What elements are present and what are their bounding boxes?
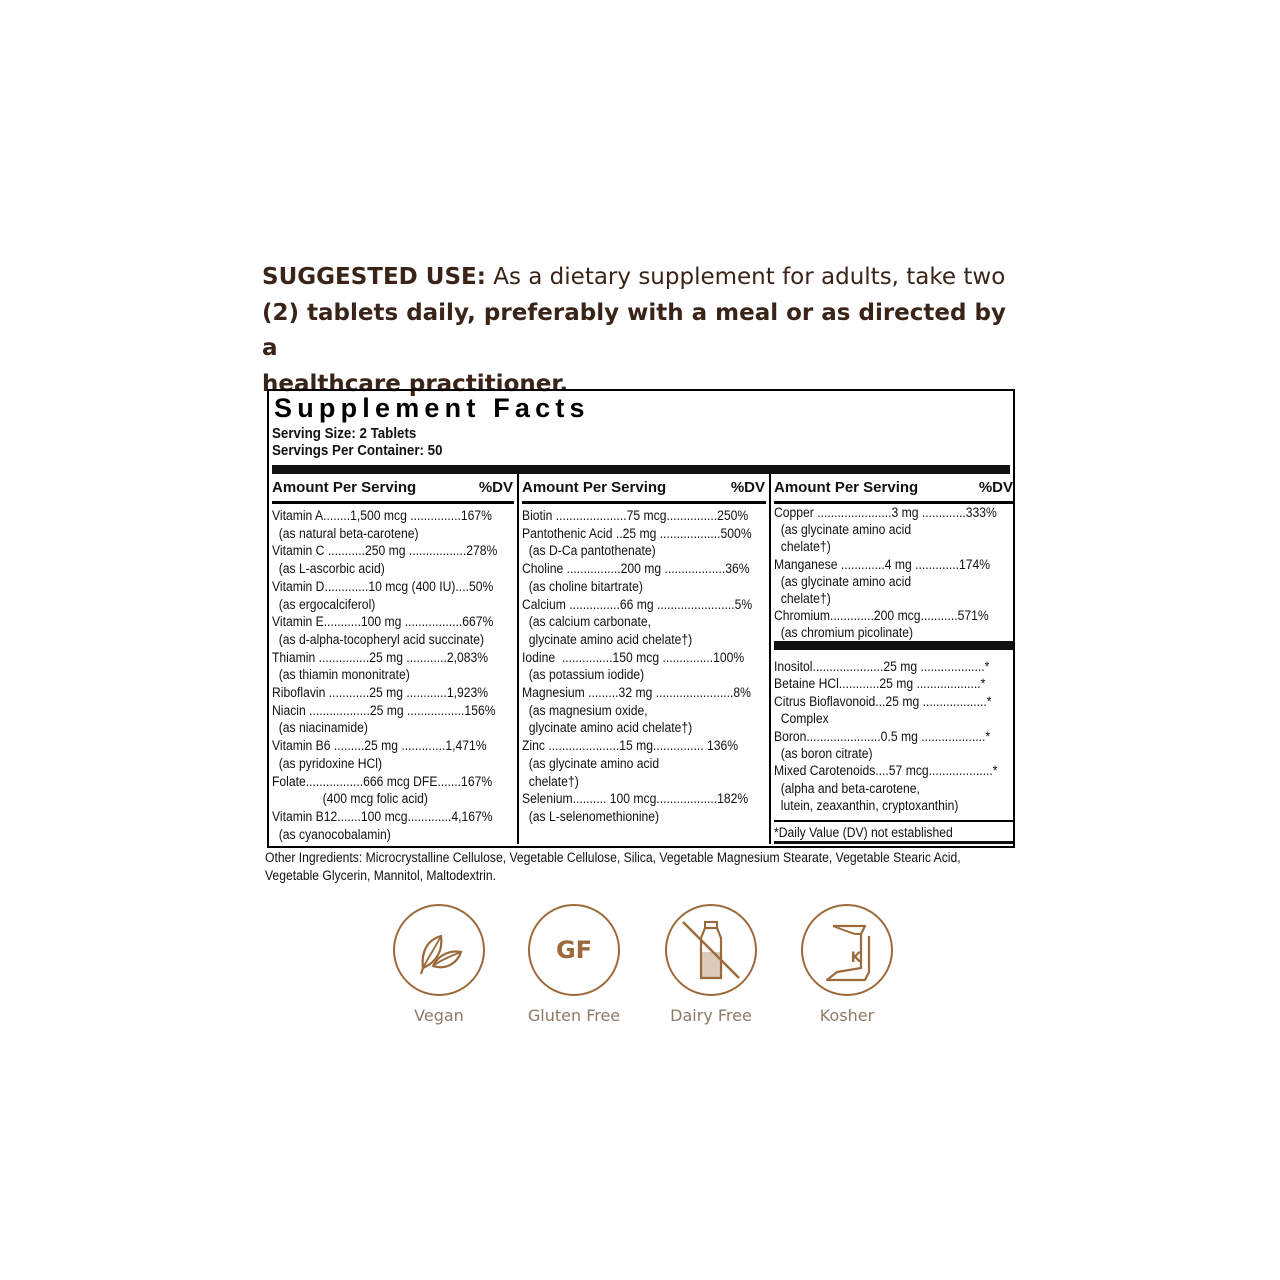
nutrient-row: (as calcium carbonate, [522, 614, 651, 630]
suggested-use-line-3: healthcare practitioner. [262, 370, 569, 397]
column-header [522, 479, 765, 497]
serving-size: Serving Size: 2 Tablets [272, 426, 417, 442]
nutrient-row: (alpha and beta-carotene, [774, 780, 920, 796]
nutrient-row: Iodine ...............150 mcg ...............100% [522, 649, 745, 665]
gluten-free-mark: GF [555, 936, 593, 964]
nutrient-row: (as niacinamide) [272, 720, 368, 736]
nutrient-row: (as glycinate amino acid [522, 755, 660, 771]
kosher-mark: K [850, 950, 862, 966]
suggested-use-lead: SUGGESTED USE: [262, 264, 486, 290]
nutrient-row: (400 mcg folic acid) [272, 791, 428, 807]
nutrient-row: glycinate amino acid chelate†) [522, 631, 693, 647]
vegan-label: Vegan [414, 1006, 464, 1025]
nutrient-row: Selenium.......... 100 mcg..................182% [522, 791, 749, 807]
suggested-use-line-1-text: As a dietary supplement for adults, take two [485, 264, 1006, 290]
nutrient-row: Choline ................200 mg ..................36% [522, 561, 750, 577]
supplement-facts-panel [267, 389, 1015, 848]
nutrient-row: Zinc .....................15 mg............... 136% [522, 738, 739, 754]
milk-bottle-crossed-icon [667, 906, 755, 994]
nutrient-row: (as thiamin mononitrate) [272, 667, 410, 683]
servings-per-container: Servings Per Container: 50 [272, 443, 443, 459]
nutrient-row: Calcium ...............66 mg .......................5% [522, 596, 753, 612]
gluten-free-badge [524, 904, 624, 1025]
facts-column-2 [519, 474, 769, 844]
nutrient-row: (as cyanocobalamin) [272, 826, 391, 842]
nutrient-row: Citrus Bioflavonoid...25 mg ...................* [774, 693, 992, 709]
nutrient-row: chelate†) [522, 773, 579, 789]
suggested-use-text [262, 260, 1022, 402]
column-header-rule [272, 501, 514, 504]
leaf-icon [395, 906, 483, 994]
other-ingredients-line-1: Other Ingredients: Microcrystalline Cellulose, Vegetable Cellulose, Silica, Vegetable Magnesium Stearate, Vegetable Stearic Acid, [265, 850, 961, 865]
nutrient-row: Inositol.....................25 mg ...................* [774, 659, 990, 674]
column-header-label: Amount Per Serving [272, 479, 417, 496]
footnote-rule [774, 820, 1014, 822]
nutrient-row: Mixed Carotenoids....57 mcg...................* [774, 763, 998, 779]
dv-footnote: *Daily Value (DV) not established [774, 825, 953, 840]
nutrient-row: lutein, zeaxanthin, cryptoxanthin) [774, 798, 959, 814]
column-3-bottom-bar [774, 841, 1014, 844]
nutrient-row: (as D-Ca pantothenate) [522, 543, 656, 559]
nutrient-row: Thiamin ...............25 mg ............2,083% [272, 649, 489, 665]
nutrient-row: (as potassium iodide) [522, 667, 645, 683]
nutrient-row: (as pyridoxine HCl) [272, 755, 383, 771]
nutrient-row: (as L-ascorbic acid) [272, 561, 385, 577]
kosher-symbol-icon [803, 906, 891, 994]
column-header [774, 479, 1013, 497]
nutrient-row: Boron......................0.5 mg ...................* [774, 728, 991, 744]
gluten-free-label: Gluten Free [527, 1006, 621, 1025]
kosher-label: Kosher [819, 1006, 875, 1025]
nutrient-row: Vitamin B12.......100 mcg.............4,167% [272, 808, 493, 824]
nutrient-row: Biotin .....................75 mcg...............250% [522, 508, 749, 523]
column-header-dv: %DV [978, 479, 1013, 496]
nutrient-row: glycinate amino acid chelate†) [522, 720, 693, 736]
column-3-mid-bar [774, 641, 1014, 650]
vegan-badge [389, 904, 489, 1025]
nutrient-row: (as boron citrate) [774, 746, 873, 761]
kosher-badge [797, 904, 897, 1025]
nutrient-row: chelate†) [774, 539, 831, 555]
column-header-dv: %DV [730, 479, 765, 496]
column-header-rule [522, 501, 766, 504]
nutrient-row: Betaine HCl............25 mg ...................* [774, 676, 986, 692]
nutrient-row: (as choline bitartrate) [522, 578, 643, 594]
facts-thick-bar [272, 465, 1010, 474]
nutrient-row: (as chromium picolinate) [774, 625, 914, 641]
facts-title: Supplement Facts [274, 393, 590, 423]
suggested-use-line-1 [262, 260, 1022, 296]
nutrient-row: Vitamin C ...........250 mg .................278% [272, 543, 498, 559]
kosher-circle [801, 904, 893, 996]
nutrient-row: (as natural beta-carotene) [272, 525, 419, 541]
gluten-free-circle [528, 904, 620, 996]
nutrient-row: Complex [774, 711, 829, 727]
nutrient-row: chelate†) [774, 591, 831, 606]
dairy-free-badge [661, 904, 761, 1025]
nutrient-row: Copper ......................3 mg .............333% [774, 505, 997, 520]
nutrient-row: (as magnesium oxide, [522, 702, 648, 718]
suggested-use-line-2: (2) tablets daily, preferably with a meal or as directed by a [262, 299, 1006, 361]
nutrient-row: (as ergocalciferol) [272, 596, 376, 612]
dairy-free-label: Dairy Free [670, 1006, 752, 1025]
nutrient-row: Vitamin A........1,500 mcg ...............167% [272, 508, 492, 523]
nutrient-row: (as glycinate amino acid [774, 522, 912, 538]
column-header-dv: %DV [478, 479, 513, 496]
facts-column-3 [771, 474, 1015, 844]
dairy-free-circle [665, 904, 757, 996]
nutrient-row: Vitamin D.............10 mcg (400 IU)....50% [272, 578, 494, 594]
column-header-label: Amount Per Serving [522, 479, 667, 496]
nutrient-row: (as d-alpha-tocopheryl acid succinate) [272, 631, 485, 647]
nutrient-row: Pantothenic Acid ..25 mg ..................500% [522, 525, 752, 541]
nutrient-row: (as L-selenomethionine) [522, 808, 660, 824]
column-header [272, 479, 513, 497]
nutrient-row: Riboflavin ............25 mg ............1,923% [272, 685, 489, 700]
nutrient-row: Chromium.............200 mcg...........571% [774, 608, 989, 624]
nutrient-row: Magnesium .........32 mg .......................8% [522, 685, 751, 700]
nutrient-row: (as glycinate amino acid [774, 573, 912, 589]
vegan-circle [393, 904, 485, 996]
nutrient-row: Niacin ..................25 mg .................156% [272, 702, 496, 718]
nutrient-row: Manganese .............4 mg .............174% [774, 556, 991, 572]
other-ingredients-line-2: Vegetable Glycerin, Mannitol, Maltodextrin. [265, 868, 496, 883]
nutrient-row: Vitamin B6 .........25 mg .............1,471% [272, 738, 487, 754]
nutrient-row: Folate.................666 mcg DFE.......167% [272, 773, 493, 789]
facts-column-1 [269, 474, 517, 844]
column-header-label: Amount Per Serving [774, 479, 919, 496]
other-ingredients [265, 849, 967, 885]
nutrient-row: Vitamin E...........100 mg .................667% [272, 614, 494, 630]
